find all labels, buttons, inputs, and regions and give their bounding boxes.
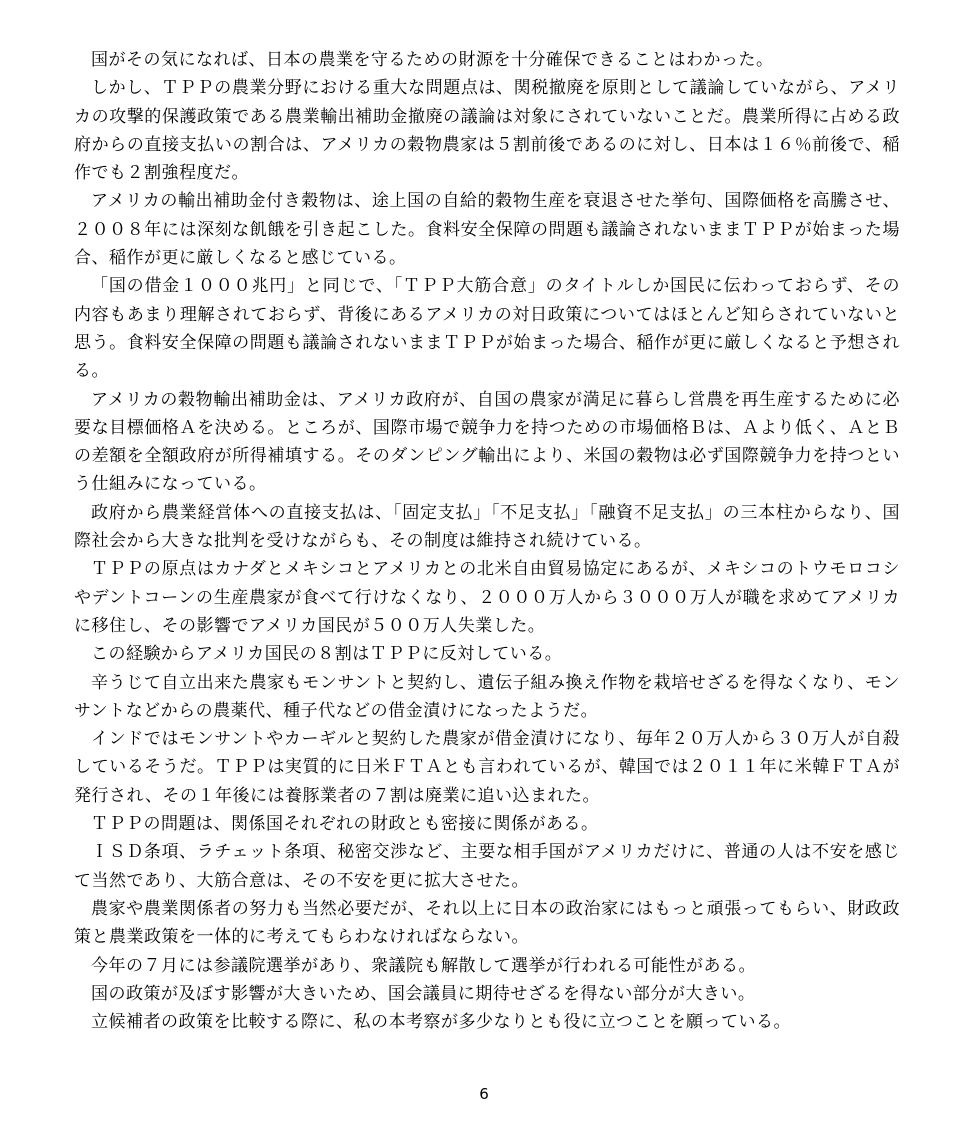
paragraph-16: 立候補者の政策を比較する際に、私の本考察が多少なりとも役に立つことを願っている。 xyxy=(91,1012,791,1033)
paragraph-13: 農家や農業関係者の努力も当然必要だが、それ以上に日本の政治家にはもっと頑張ってもらい、財政政策と農業政策を一体的に考えてもらわなければならない。 xyxy=(74,898,900,948)
paragraph-6: 政府から農業経営体への直接支払は、「固定支払」「不足支払」「融資不足支払」の三本柱からなり、国際社会から大きな批判を受けながらも、その制度は維持され続けている。 xyxy=(74,502,900,552)
paragraph-2: しかし、ＴＰＰの農業分野における重大な問題点は、関税撤廃を原則として議論していながら、アメリカの攻撃的保護政策である農業輸出補助金撤廃の議論は対象にされていないことだ。農業所得に占める政府からの直接支払いの割合は、アメリカの穀物農家は５割前後であるのに対し、日本は１６％前後で、稲作でも２割強程度だ。 xyxy=(74,78,900,184)
paragraph-14: 今年の７月には参議院選挙があり、衆議院も解散して選挙が行われる可能性がある。 xyxy=(91,955,756,976)
paragraph-11: ＴＰＰの問題は、関係国それぞれの財政とも密接に関係がある。 xyxy=(91,814,599,835)
document-body xyxy=(74,46,900,1036)
paragraph-4: 「国の借金１０００兆円」と同じで、「ＴＰＰ大筋合意」のタイトルしか国民に伝わっておらず、その内容もあまり理解されておらず、背後にあるアメリカの対日政策についてはほとんど知らされていないと思う。食料安全保障の問題も議論されないままＴＰＰが始まった場合、稲作が更に厳しくなると予想される。 xyxy=(74,276,900,382)
paragraph-7: ＴＰＰの原点はカナダとメキシコとアメリカとの北米自由貿易協定にあるが、メキシコのトウモロコシやデントコーンの生産農家が食べて行けなくなり、２０００万人から３０００万人が職を求めてアメリカに移住し、その影響でアメリカ国民が５００万人失業した。 xyxy=(74,559,900,636)
paragraph-12: ＩＳＤ条項、ラチェット条項、秘密交渉など、主要な相手国がアメリカだけに、普通の人は不安を感じて当然であり、大筋合意は、その不安を更に拡大させた。 xyxy=(74,842,900,891)
page-number: 6 xyxy=(479,1085,489,1103)
paragraph-5: アメリカの穀物輸出補助金は、アメリカ政府が、自国の農家が満足に暮らし営農を再生産するために必要な目標価格Ａを決める。ところが、国際市場で競争力を持つための市場価格Ｂは、Ａより低く、ＡとＢの差額を全額政府が所得補填する。そのダンピング輸出により、米国の穀物は必ず国際競争力を持つという仕組みになっている。 xyxy=(74,389,900,495)
paragraph-9: 辛うじて自立出来た農家もモンサントと契約し、遺伝子組み換え作物を栽培せざるを得なくなり、モンサントなどからの農薬代、種子代などの借金漬けになったようだ。 xyxy=(74,672,900,721)
paragraph-8: この経験からアメリカ国民の８割はＴＰＰに反対している。 xyxy=(91,644,563,665)
paragraph-3: アメリカの輸出補助金付き穀物は、途上国の自給的穀物生産を衰退させた挙句、国際価格を高騰させ、２００８年には深刻な飢餓を引き起こした。食料安全保障の問題も議論されないままＴＰＰが始まった場合、稲作が更に厳しくなると感じている。 xyxy=(74,191,900,269)
paragraph-15: 国の政策が及ぼす影響が大きいため、国会議員に期待せざるを得ない部分が大きい。 xyxy=(91,983,756,1004)
paragraph-1: 国がその気になれば、日本の農業を守るための財源を十分確保できることはわかった。 xyxy=(91,50,774,70)
paragraph-10: インドではモンサントやカーギルと契約した農家が借金漬けになり、毎年２０万人から３０万人が自殺しているそうだ。ＴＰＰは実質的に日米ＦＴＡとも言われているが、韓国では２０１１年に米韓ＦＴＡが発行され、その１年後には養豚業者の７割は廃業に追い込まれた。 xyxy=(74,729,900,806)
